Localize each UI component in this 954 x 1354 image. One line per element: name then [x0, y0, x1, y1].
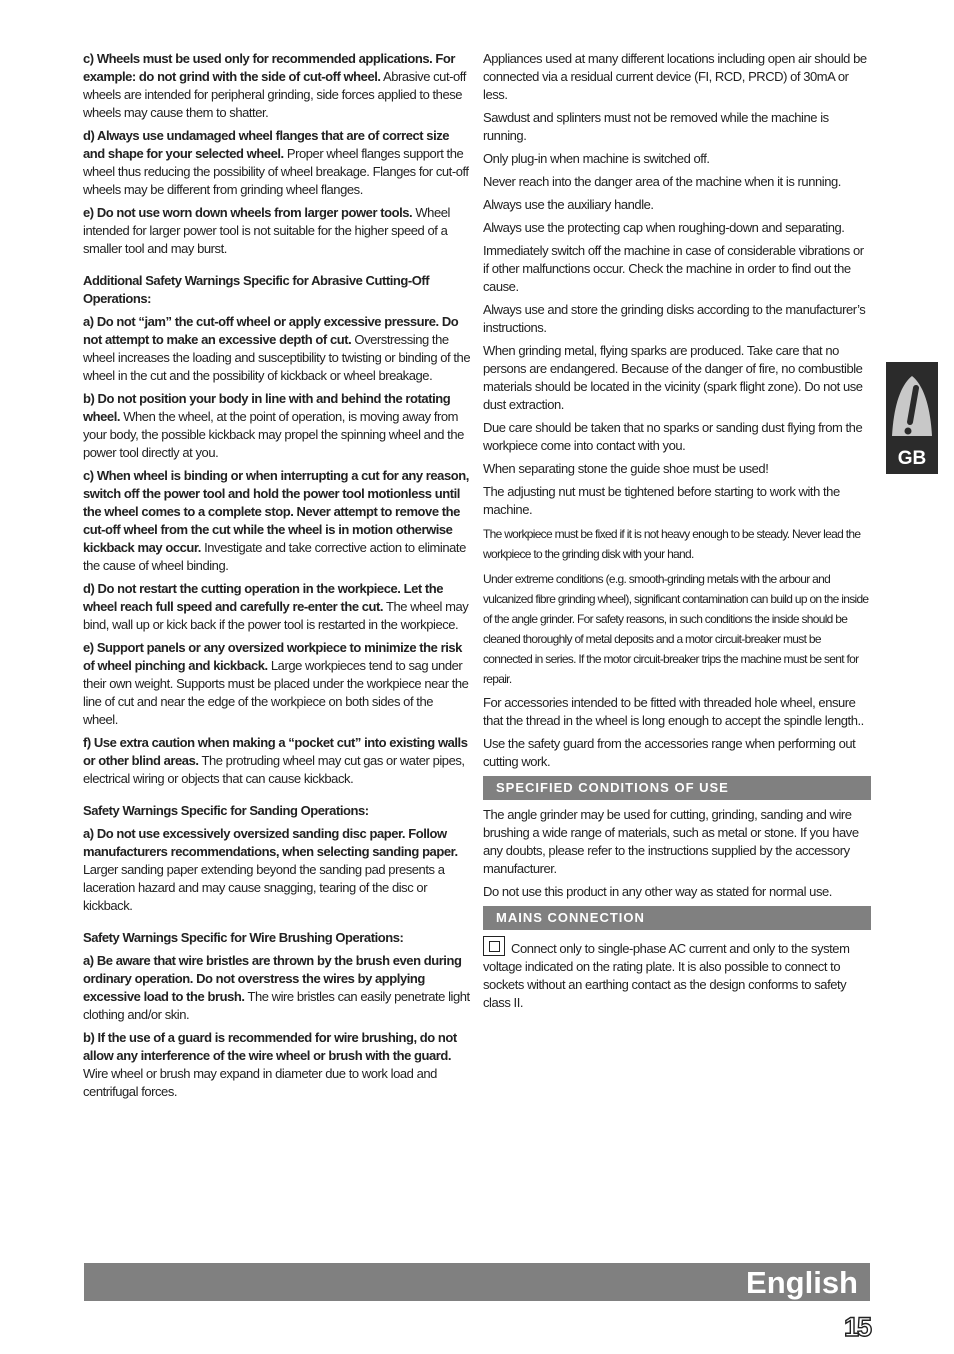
- footer-language-bar: [84, 1263, 870, 1301]
- heading-cutting-off-warnings: Additional Safety Warnings Specific for Abrasive Cutting-Off Operations:: [83, 273, 430, 306]
- left-column: [83, 50, 471, 1106]
- para-wheel-binding: c) When wheel is binding or when interrupting a cut for any reason, switch off the power tool and hold the power tool motionless until the wheel comes to a complete stop. Never attempt to remove the cut-off wheel from the cut while the wheel is in motion otherwise kickback may occur. Investigate and take corrective action to eliminate the cause of wheel binding.: [83, 468, 469, 573]
- para-flying-sparks: When grinding metal, flying sparks are produced. Take care that no persons are endangered. Because of the danger of fire, no combustible materials should be located in the vicinity (spark flight zone). Do not use dust extraction.: [483, 343, 863, 412]
- para-pocket-cut: f) Use extra caution when making a “pocket cut” into existing walls or other blind areas. The protruding wheel may cut gas or water pipes, electrical wiring or objects that can cause kickback.: [83, 735, 468, 786]
- para-do-not-jam: a) Do not “jam” the cut-off wheel or apply excessive pressure. Do not attempt to make an excessive depth of cut. Overstressing the wheel increases the loading and susceptibility to twisting or binding of the wheel in the cut and the possibility of kickback or wheel breakage.: [83, 314, 471, 383]
- para-support-panels: e) Support panels or any oversized workpiece to minimize the risk of wheel pinching and kickback. Large workpieces tend to sag under their own weight. Supports must be placed under the workpiece near the line of cut and near the edge of the workpiece on both sides of the wheel.: [83, 640, 469, 727]
- para-danger-area: Never reach into the danger area of the machine when it is running.: [483, 174, 841, 189]
- para-plug-in: Only plug-in when machine is switched off.: [483, 151, 710, 166]
- warning-exclamation-icon: [886, 366, 938, 446]
- para-sawdust: Sawdust and splinters must not be removed while the machine is running.: [483, 110, 829, 143]
- para-mains-connection: Connect only to single-phase AC current and only to the system voltage indicated on the rating plate. It is also possible to connect to sockets without an earthing contact as the design conforms to safety class II.: [483, 936, 871, 1012]
- para-safety-guard: Use the safety guard from the accessories range when performing out cutting work.: [483, 736, 856, 769]
- heading-sanding-warnings: Safety Warnings Specific for Sanding Operations:: [83, 803, 369, 818]
- para-wheel-flanges: d) Always use undamaged wheel flanges that are of correct size and shape for your selected wheel. Proper wheel flanges support the wheel thus reducing the possibility of wheel breakage. Flanges for cut-off wheels may be different from grinding wheel flanges.: [83, 128, 469, 197]
- para-restart-cutting: d) Do not restart the cutting operation in the workpiece. Let the wheel reach full speed and carefully re-enter the cut. The wheel may bind, wall up or kick back if the power tool is restarted in the workpiece.: [83, 581, 469, 632]
- para-grinding-disks: Always use and store the grinding disks according to the manufacturer’s instructions.: [483, 302, 866, 335]
- para-adjusting-nut: The adjusting nut must be tightened before starting to work with the machine.: [483, 484, 840, 517]
- para-body-position: b) Do not position your body in line with and behind the rotating wheel. When the wheel, at the point of operation, is moving away from your body, the possible kickback may propel the spinning wheel and the power tool directly at you.: [83, 391, 464, 460]
- para-normal-use: Do not use this product in any other way as stated for normal use.: [483, 884, 832, 899]
- section-header-specified-conditions: SPECIFIED CONDITIONS OF USE: [483, 776, 871, 800]
- para-wire-bristles: a) Be aware that wire bristles are thrown by the brush even during ordinary operation. Do not overstress the wires by applying excessive load to the brush. The wire bristles can easily penetrate light clothing and/or skin.: [83, 953, 470, 1022]
- language-side-tab: [886, 362, 938, 474]
- para-wheels-recommended-applications: c) Wheels must be used only for recommended applications. For example: do not grind with the side of cut-off wheel. Abrasive cut-off wheels are intended for peripheral grinding, side forces applied to these wheels may cause them to shatter.: [83, 51, 466, 120]
- para-auxiliary-handle: Always use the auxiliary handle.: [483, 197, 654, 212]
- heading-wire-brushing-warnings: Safety Warnings Specific for Wire Brushing Operations:: [83, 930, 404, 945]
- para-protecting-cap: Always use the protecting cap when roughing-down and separating.: [483, 220, 845, 235]
- para-conditions-of-use: The angle grinder may be used for cutting, grinding, sanding and wire brushing a wide range of materials, such as metal or stone. If you have any doubts, please refer to the instructions supplied by the accessory manufacturer.: [483, 807, 859, 876]
- para-workpiece-fixed: The workpiece must be fixed if it is not heavy enough to be steady. Never lead the workpiece to the grinding disk with your hand.: [483, 527, 861, 561]
- para-vibrations: Immediately switch off the machine in case of considerable vibrations or if other malfunctions occur. Check the machine in order to find out the cause.: [483, 243, 864, 294]
- right-column: [483, 50, 871, 1017]
- para-sanding-dust: Due care should be taken that no sparks or sanding dust flying from the workpiece come into contact with you.: [483, 420, 863, 453]
- para-residual-current: Appliances used at many different locations including open air should be connected via a residual current device (FI, RCD, PRCD) of 30mA or less.: [483, 51, 867, 102]
- footer-language-label: English: [746, 1265, 858, 1300]
- para-guide-shoe: When separating stone the guide shoe must be used!: [483, 461, 769, 476]
- section-header-mains-connection: MAINS CONNECTION: [483, 906, 871, 930]
- para-extreme-conditions: Under extreme conditions (e.g. smooth-grinding metals with the arbour and vulcanized fibre grinding wheel), significant contamination can build up on the inside of the angle grinder. For safety reasons, in such conditions the inside should be cleaned thoroughly of metal deposits and a motor circuit-breaker must be connected in series. If the motor circuit-breaker trips the machine must be sent for repair.: [483, 572, 869, 686]
- language-code-label: GB: [897, 448, 927, 469]
- safety-class-ii-icon: [483, 936, 505, 956]
- page-number: 15: [843, 1312, 870, 1342]
- para-sanding-disc: a) Do not use excessively oversized sanding disc paper. Follow manufacturers recommendations, when selecting sanding paper. Larger sanding paper extending beyond the sanding pad presents a laceration hazard and may cause snagging, tearing of the disc or kickback.: [83, 826, 458, 913]
- para-worn-wheels: e) Do not use worn down wheels from larger power tools. Wheel intended for larger power tool is not suitable for the higher speed of a smaller tool and may burst.: [83, 205, 450, 256]
- para-wire-guard: b) If the use of a guard is recommended for wire brushing, do not allow any interference of the wire wheel or brush with the guard. Wire wheel or brush may expand in diameter due to work load and centrifugal forces.: [83, 1030, 457, 1099]
- para-threaded-wheel: For accessories intended to be fitted with threaded hole wheel, ensure that the thread in the wheel is long enough to accept the spindle length..: [483, 695, 864, 728]
